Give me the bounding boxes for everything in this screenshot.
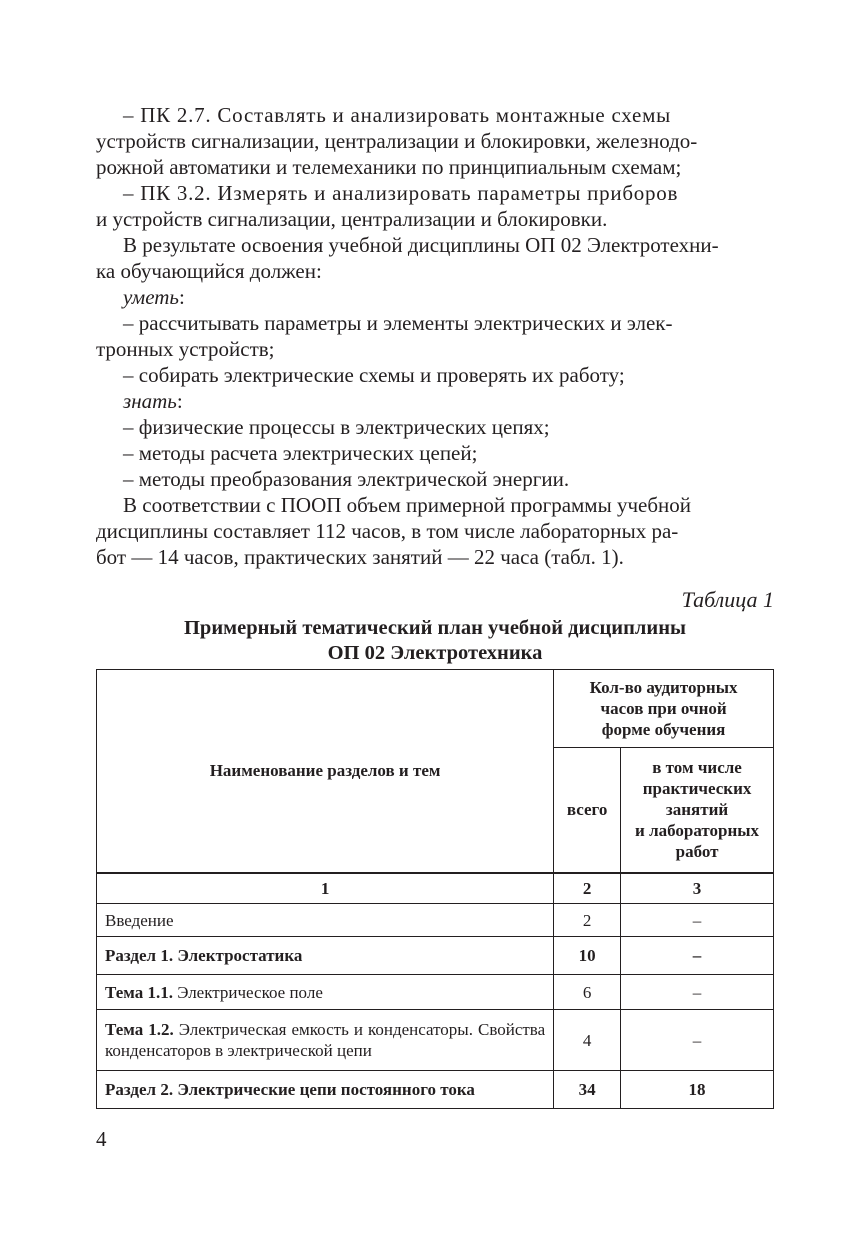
paragraph-pk27-line2: устройств сигнализации, централизации и блокировки, железнодо- bbox=[96, 129, 698, 153]
table-title-line1: Примерный тематический план учебной дисциплины bbox=[183, 617, 687, 639]
paragraph-poop-line1: В соответствии с ПООП объем примерной программы учебной bbox=[123, 493, 691, 517]
row-total: 4 bbox=[554, 1010, 621, 1071]
table-title bbox=[96, 616, 774, 666]
col-number-3: 3 bbox=[621, 873, 774, 904]
row-prefix: Тема 1.2. bbox=[105, 1020, 174, 1039]
row-name: Введение bbox=[97, 904, 554, 937]
row-total: 34 bbox=[554, 1071, 621, 1109]
body-text bbox=[96, 102, 774, 570]
table-row bbox=[97, 1071, 774, 1109]
row-practice: – bbox=[621, 975, 774, 1010]
row-practice: – bbox=[621, 1010, 774, 1071]
umet-label: уметь: bbox=[123, 285, 185, 309]
row-name: Раздел 2. Электрические цепи постоянного тока bbox=[97, 1071, 554, 1109]
table-title-line2: ОП 02 Электротехника bbox=[327, 642, 543, 664]
row-practice: 18 bbox=[621, 1071, 774, 1109]
umet-label-text: уметь bbox=[123, 285, 179, 309]
znat-item-1: – физические процессы в электрических цепях; bbox=[123, 415, 550, 439]
row-total: 6 bbox=[554, 975, 621, 1010]
paragraph-pk32-line2: и устройств сигнализации, централизации и блокировки. bbox=[96, 207, 608, 231]
header-incl-line2: практических bbox=[642, 779, 752, 799]
row-name: Электрическое поле bbox=[172, 982, 323, 1002]
paragraph-result-line2: ка обучающийся должен: bbox=[96, 259, 322, 283]
table-row bbox=[97, 1010, 774, 1071]
znat-item-2: – методы расчета электрических цепей; bbox=[123, 441, 478, 465]
table-row bbox=[97, 975, 774, 1010]
umet-item-2: – собирать электрические схемы и проверять их работу; bbox=[123, 363, 625, 387]
table-caption: Таблица 1 bbox=[681, 587, 774, 612]
header-hours-line2: часов при очной bbox=[600, 699, 727, 718]
page-number: 4 bbox=[96, 1127, 107, 1151]
header-incl-line1: в том числе bbox=[652, 758, 742, 778]
paragraph-poop-line3: бот — 14 часов, практических занятий — 22 часа (табл. 1). bbox=[96, 545, 624, 569]
header-incl-line5: работ bbox=[675, 842, 719, 862]
table-row bbox=[97, 937, 774, 975]
row-total: 10 bbox=[554, 937, 621, 975]
znat-item-3: – методы преобразования электрической энергии. bbox=[123, 467, 570, 491]
row-name-cell bbox=[97, 975, 554, 1010]
header-incl bbox=[621, 748, 774, 873]
header-name-col: Наименование разделов и тем bbox=[97, 670, 554, 873]
header-hours-line1: Кол-во аудиторных bbox=[589, 678, 738, 697]
paragraph-poop-line2: дисциплины составляет 112 часов, в том числе лабораторных ра- bbox=[96, 519, 679, 543]
row-name: Раздел 1. Электростатика bbox=[97, 937, 554, 975]
header-total: всего bbox=[554, 748, 621, 873]
paragraph-pk27-line3: рожной автоматики и телемеханики по принципиальным схемам; bbox=[96, 155, 682, 179]
col-number-1: 1 bbox=[97, 873, 554, 904]
thematic-plan-table bbox=[96, 669, 774, 1109]
row-total: 2 bbox=[554, 904, 621, 937]
umet-item-1-line1: – рассчитывать параметры и элементы электрических и элек- bbox=[123, 311, 673, 335]
paragraph-pk32-line1: – ПК 3.2. Измерять и анализировать параметры приборов bbox=[123, 181, 679, 205]
paragraph-pk27-line1: – ПК 2.7. Составлять и анализировать монтажные схемы bbox=[123, 103, 671, 127]
row-prefix: Тема 1.1. bbox=[105, 982, 173, 1002]
row-practice: – bbox=[621, 937, 774, 975]
header-hours-group bbox=[554, 670, 774, 748]
row-practice: – bbox=[621, 904, 774, 937]
row-name: Электрическая емкость и конденсаторы. Свойства конденсаторов в электрической цепи bbox=[105, 1020, 546, 1060]
header-incl-line4: и лабораторных bbox=[635, 821, 760, 841]
paragraph-result-line1: В результате освоения учебной дисциплины ОП 02 Электротехни- bbox=[123, 233, 719, 257]
column-numbers-row bbox=[97, 873, 774, 904]
row-name-cell bbox=[97, 1010, 554, 1071]
header-incl-line3: занятий bbox=[665, 800, 729, 820]
col-number-2: 2 bbox=[554, 873, 621, 904]
header-hours-line3: форме обучения bbox=[601, 720, 726, 739]
znat-label: знать: bbox=[123, 389, 183, 413]
znat-label-text: знать bbox=[123, 389, 177, 413]
table-row bbox=[97, 904, 774, 937]
umet-item-1-line2: тронных устройств; bbox=[96, 337, 275, 361]
